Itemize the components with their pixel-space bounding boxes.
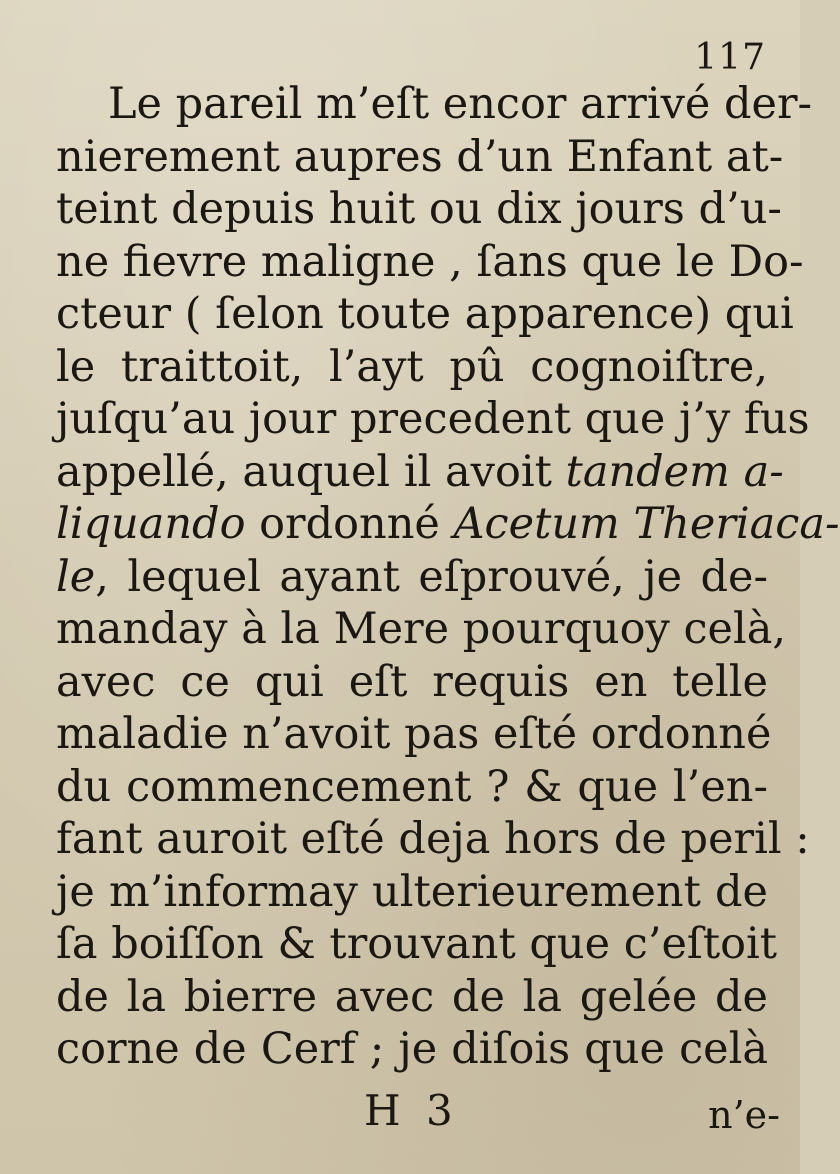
text-line bbox=[56, 551, 768, 604]
roman-text: juſqu’au jour precedent que j’y fus bbox=[56, 394, 810, 444]
roman-text: ſa boiſſon & trouvant que c’eſtoit bbox=[56, 919, 778, 969]
text-line bbox=[56, 183, 782, 236]
text-line bbox=[56, 603, 787, 656]
text-line bbox=[56, 708, 772, 761]
roman-text: manday à la Mere pourquoy celà, bbox=[56, 604, 787, 654]
text-line bbox=[56, 131, 784, 184]
roman-text: Le pareil m’eſt encor arrivé der- bbox=[108, 79, 813, 129]
italic-text: le bbox=[56, 551, 96, 602]
text-line bbox=[56, 393, 810, 446]
roman-text: cteur ( ſelon toute apparence) qui bbox=[56, 289, 794, 339]
roman-text: avec ce qui eſt requis en telle bbox=[56, 656, 768, 707]
text-line bbox=[56, 813, 810, 866]
roman-text: ne fievre maligne , ſans que le Do- bbox=[56, 236, 804, 287]
roman-text: de la bierre avec de la gelée de bbox=[56, 971, 768, 1022]
roman-text: je m’informay ulterieurement de bbox=[56, 866, 768, 917]
roman-text: , lequel ayant eſprouvé, je de- bbox=[95, 551, 768, 602]
text-line bbox=[56, 288, 794, 341]
italic-text: tandem a- bbox=[565, 446, 784, 497]
text-line bbox=[56, 78, 813, 131]
roman-text: maladie n’avoit pas eſté ordonné bbox=[56, 709, 772, 759]
text-line bbox=[56, 918, 778, 971]
signature-mark: H 3 bbox=[364, 1086, 459, 1135]
roman-text: ordonné bbox=[245, 499, 454, 549]
body-text bbox=[56, 78, 840, 1076]
page-number: 117 bbox=[694, 37, 766, 78]
text-line bbox=[56, 341, 768, 394]
roman-text: appellé, auquel il avoit bbox=[56, 446, 566, 497]
text-line bbox=[56, 236, 804, 289]
text-line bbox=[56, 761, 768, 814]
text-line bbox=[56, 656, 768, 709]
roman-text: corne de Cerf ; je diſois que celà bbox=[56, 1024, 768, 1074]
text-line bbox=[56, 446, 784, 499]
text-line bbox=[56, 866, 768, 919]
text-line bbox=[56, 971, 768, 1024]
roman-text: du commencement ? & que l’en- bbox=[56, 761, 768, 812]
catchword: n’e- bbox=[708, 1093, 780, 1137]
roman-text: teint depuis huit ou dix jours d’u- bbox=[56, 184, 782, 234]
text-line bbox=[56, 1023, 768, 1076]
roman-text: nierement aupres d’un Enfant at- bbox=[56, 131, 784, 182]
italic-text: liquando bbox=[56, 499, 246, 549]
roman-text: fant auroit eſté deja hors de peril : bbox=[56, 814, 810, 864]
roman-text: le traittoit, l’ayt pû cognoiſtre, bbox=[56, 341, 768, 392]
page-footer bbox=[56, 1086, 780, 1150]
text-line bbox=[56, 498, 840, 551]
italic-text: Acetum Theriaca- bbox=[453, 499, 840, 549]
